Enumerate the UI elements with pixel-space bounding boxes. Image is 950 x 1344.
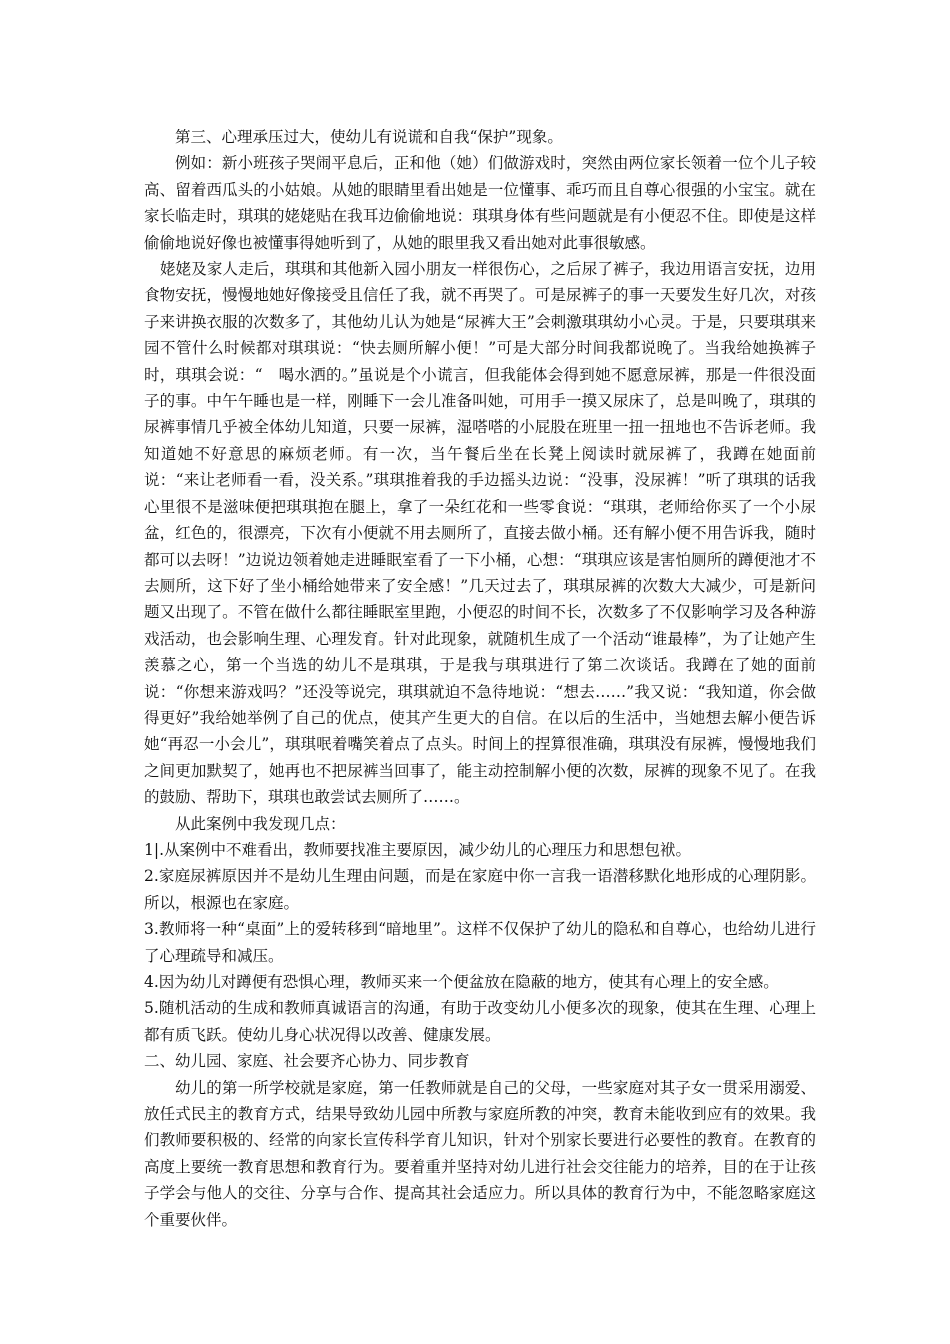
family-education-paragraph: 幼儿的第一所学校就是家庭，第一任教师就是自己的父母，一些家庭对其子女一贯采用溺爱、放任式民主的教育方式，结果导致幼儿园中所教与家庭所教的冲突，教育未能收到应有的效果。我们教师要积极的、经常的向家长宣传科学育儿知识，针对个别家长要进行必要性的教育。在教育的高度上要统一教育思想和教育行为。要着重并坚持对幼儿进行社会交往能力的培养，目的在于让孩子学会与他人的交往、分享与合作、提高其社会适应力。所以具体的教育行为中，不能忽略家庭这个重要伙伴。 [144, 1078, 816, 1229]
section-heading-three: 第三、心理承压过大，使幼儿有说谎和自我“保护”现象。 [175, 128, 563, 146]
case-intro-paragraph: 例如：新小班孩子哭闹平息后，正和他（她）们做游戏时，突然由两位家长领着一位个儿子较高、留着西瓜头的小姑娘。从她的眼睛里看出她是一位懂事、乖巧而且自尊心很强的小宝宝。就在家长临走时，琪琪的姥姥贴在我耳边偷偷地说：琪琪身体有些问题就是有小便忍不住。即使是这样偷偷地说好像也被懂事得她听到了，从她的眼里我又看出她对此事很敏感。 [144, 154, 816, 252]
finding-item-5: 5.随机活动的生成和教师真诚语言的沟通，有助于改变幼儿小便多次的现象，使其在生理、心理上都有质飞跃。使幼儿身心状况得以改善、健康发展。 [144, 999, 816, 1044]
document-body [144, 124, 816, 1233]
finding-item-4: 4.因为幼儿对蹲便有恐惧心理，教师买来一个便盆放在隐蔽的地方，使其有心理上的安全感。 [144, 973, 779, 991]
case-story-paragraph: 姥姥及家人走后，琪琪和其他新入园小朋友一样很伤心，之后尿了裤子，我边用语言安抚，边用食物安抚，慢慢地她好像接受且信任了我，就不再哭了。可是尿裤子的事一天要发生好几次，对孩子来讲换衣服的次数多了，其他幼儿认为她是“尿裤大王”会刺激琪琪幼小心灵。于是，只要琪琪来园不管什么时候都对琪琪说：“快去厕所解小便！”可是大部分时间我都说晚了。当我给她换裤子时，琪琪会说：“ 喝水洒的。”虽说是个小谎言，但我能体会得到她不愿意尿裤，那是一件很没面子的事。中午午睡也是一样，刚睡下一会儿准备叫她，可用手一摸又尿床了，总是叫晚了，琪琪的尿裤事情几乎被全体幼儿知道，只要一尿裤，湿嗒嗒的小屁股在班里一扭一扭地也不告诉老师。我知道她不好意思的麻烦老师。有一次，当午餐后坐在长凳上阅读时就尿裤了，我蹲在她面前说：“来让老师看一看，没关系。”琪琪推着我的手边摇头边说：“没事，没尿裤！”听了琪琪的话我心里很不是滋味便把琪琪抱在腿上，拿了一朵红花和一些零食说：“琪琪，老师给你买了一个小尿盆，红色的，很漂亮，下次有小便就不用去厕所了，直接去做小桶。还有解小便不用告诉我，随时都可以去呀！”边说边领着她走进睡眠室看了一下小桶，心想：“琪琪应该是害怕厕所的蹲便池才不去厕所，这下好了坐小桶给她带来了安全感！”几天过去了，琪琪尿裤的次数大大减少，可是新问题又出现了。不管在做什么都往睡眠室里跑，小便忍的时间不长，次数多了不仅影响学习及各种游戏活动，也会影响生理、心理发育。针对此现象，就随机生成了一个活动“谁最棒”，为了让她产生羡慕之心，第一个当选的幼儿不是琪琪，于是我与琪琪进行了第二次谈话。我蹲在了她的面前说：“你想来游戏吗？”还没等说完，琪琪就迫不急待地说：“想去……”我又说：“我知道，你会做得更好”我给她举例了自己的优点，使其产生更大的自信。在以后的生活中，当她想去解小便告诉她“再忍一小会儿”，琪琪呡着嘴笑着点了点头。时间上的捏算很准确，琪琪没有尿裤，慢慢地我们之间更加默契了，她再也不把尿裤当回事了，能主动控制解小便的次数，尿裤的现象不见了。在我的鼓励、帮助下，琪琪也敢尝试去厕所了……。 [144, 260, 816, 807]
finding-item-2: 2.家庭尿裤原因并不是幼儿生理由问题，而是在家庭中你一言我一语潜移默化地形成的心理阴影。所以，根源也在家庭。 [144, 867, 816, 912]
section-heading-two: 二、幼儿园、家庭、社会要齐心协力、同步教育 [144, 1052, 470, 1071]
finding-item-3: 3.教师将一种“桌面”上的爱转移到“暗地里”。这样不仅保护了幼儿的隐私和自尊心，也给幼儿进行了心理疏导和减压。 [144, 920, 816, 965]
findings-intro: 从此案例中我发现几点： [175, 814, 346, 833]
finding-item-1: 1|.从案例中不难看出，教师要找准主要原因，减少幼儿的心理压力和思想包袱。 [144, 840, 692, 859]
